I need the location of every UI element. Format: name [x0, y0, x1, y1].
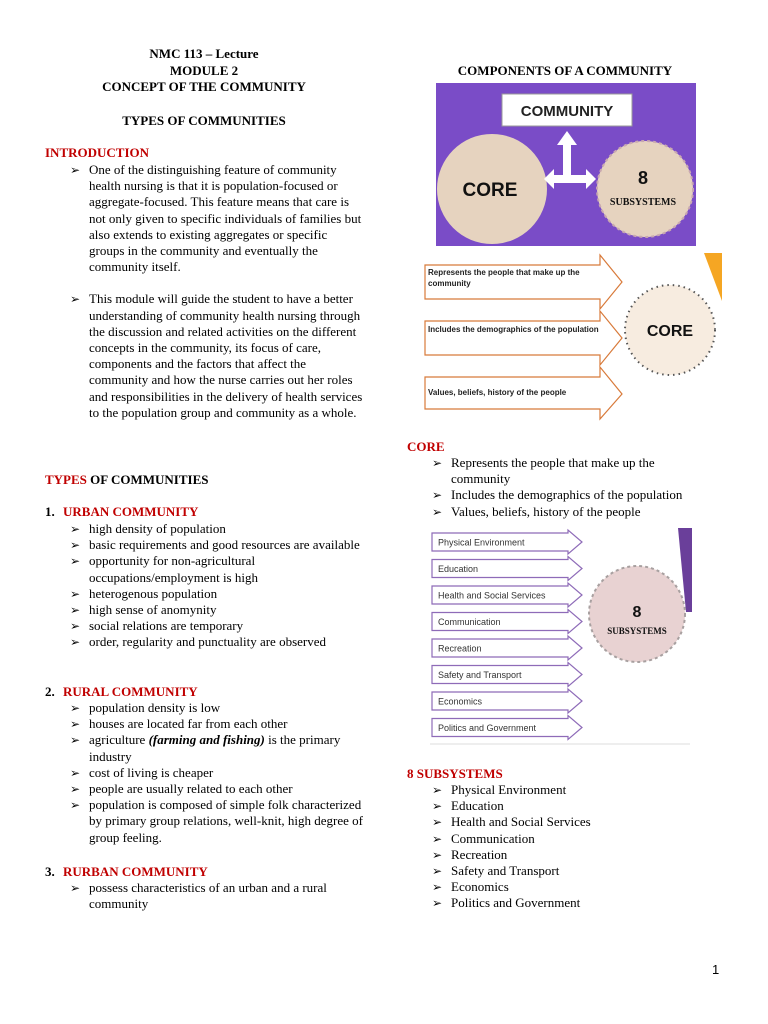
subsystem-arrow-label: Communication: [438, 617, 501, 627]
community-label: COMMUNITY: [520, 103, 614, 120]
core-heading: CORE: [407, 439, 445, 454]
introduction-list: [65, 162, 365, 421]
rural-item: ➢ houses are located far from each other: [65, 716, 365, 732]
subsystems-diagram: [428, 528, 692, 748]
subsystem-item: ➢ Recreation: [427, 847, 717, 863]
page-number: 1: [712, 962, 720, 977]
introduction-heading: INTRODUCTION: [45, 145, 150, 160]
module-subtitle: TYPES OF COMMUNITIES: [122, 113, 286, 128]
core-label: CORE: [462, 180, 518, 201]
subsystem-item: ➢ Safety and Transport: [427, 863, 717, 879]
corner-accent: [704, 253, 722, 301]
rural-item: ➢ population is composed of simple folk characterized by primary group relations, well-knit, high degree of group feeling.: [65, 797, 365, 846]
subsystems-heading: 8 SUBSYSTEMS: [407, 766, 503, 781]
subsystem-arrows: [432, 530, 582, 740]
subsystem-arrow-label: Economics: [438, 696, 483, 707]
course-code: NMC 113 – Lecture: [149, 46, 259, 61]
subsystem-item: ➢ Education: [427, 798, 717, 814]
rural-item-agriculture: [65, 732, 365, 764]
rural-number: 2.: [45, 684, 55, 699]
subsystem-arrow-label: Safety and Transport: [438, 670, 522, 680]
agri-pre: agriculture: [89, 732, 149, 748]
introduction-paragraph: ➢ One of the distinguishing feature of community health nursing is that it is population-focused or aggregate-focused. This feature means that care is not only given to specific individuals of families but also extends to existing aggregates or specific groups in the community and eventually the community itself.: [65, 162, 365, 275]
types-heading-rest: OF COMMUNITIES: [86, 472, 209, 487]
subsystem-arrow-label: Health and Social Services: [438, 590, 546, 601]
subsystem-arrow-label: Recreation: [438, 643, 482, 654]
urban-item: ➢ basic requirements and good resources are available: [65, 537, 365, 553]
urban-item: ➢ high density of population: [65, 521, 365, 537]
rural-heading: [45, 684, 198, 700]
document-header: [44, 46, 364, 96]
urban-title: URBAN COMMUNITY: [63, 504, 199, 519]
module-title: CONCEPT OF THE COMMUNITY: [102, 79, 306, 94]
core-item: ➢ Represents the people that make up the community: [427, 455, 717, 487]
subsystem-arrow-label: Education: [438, 564, 479, 574]
subsystem-arrow-label: Physical Environment: [438, 537, 525, 548]
rural-title: RURAL COMMUNITY: [63, 684, 198, 699]
urban-item: ➢ order, regularity and punctuality are observed: [65, 634, 365, 650]
subsystem-item: ➢ Physical Environment: [427, 782, 717, 798]
rural-item: ➢ population density is low: [65, 700, 365, 716]
core-diagram: [420, 253, 722, 421]
core-arrow-text: Includes the demographics of the population: [428, 325, 599, 334]
rurban-number: 3.: [45, 864, 55, 879]
community-diagram: [436, 83, 696, 246]
core-circle-label: CORE: [646, 323, 694, 340]
subsystems-label: SUBSYSTEMS: [609, 197, 677, 208]
types-heading: [45, 472, 208, 488]
introduction-paragraph: ➢ This module will guide the student to have a better understanding of community health nursing through the discussion and related activities on the different concepts in the community, its focus of care, components and the factors that affect the community and how the nurse carries out her roles and responsibilities in the delivery of health services to the population group and community as a whole.: [65, 291, 365, 421]
urban-number: 1.: [45, 504, 55, 519]
subsystems-eight: 8: [637, 168, 649, 188]
agri-emphasis: (farming and fishing): [148, 732, 265, 748]
urban-heading: [45, 504, 198, 520]
core-item: ➢ Includes the demographics of the population: [427, 487, 717, 503]
urban-item: ➢ high sense of anomynity: [65, 602, 365, 618]
subsystems-list: [427, 782, 717, 912]
core-item: ➢ Values, beliefs, history of the people: [427, 504, 717, 520]
rurban-title: RURBAN COMMUNITY: [63, 864, 208, 879]
rural-item: ➢ people are usually related to each other: [65, 781, 365, 797]
components-heading: COMPONENTS OF A COMMUNITY: [457, 63, 673, 78]
rurban-heading: [45, 864, 208, 880]
rurban-item: ➢ possess characteristics of an urban and a rural community: [65, 880, 365, 912]
subsystem-item: ➢ Politics and Government: [427, 895, 717, 911]
subsystems-circle: [597, 141, 693, 237]
subsystem-arrow-label: Politics and Government: [438, 723, 537, 733]
core-list: [427, 455, 717, 520]
rurban-list: [65, 880, 365, 912]
subsystems-circle-eight: 8: [632, 604, 642, 621]
subsystem-item: ➢ Economics: [427, 879, 717, 895]
core-arrow-text: Represents the people that make up the community: [428, 268, 580, 288]
subsystems-circle-label: SUBSYSTEMS: [607, 626, 667, 636]
agri-post: is the primary industry: [89, 732, 341, 764]
urban-item: ➢ heterogenous population: [65, 586, 365, 602]
subsystem-item: ➢ Communication: [427, 831, 717, 847]
urban-item: ➢ opportunity for non-agricultural occupations/employment is high: [65, 553, 365, 585]
urban-item: ➢ social relations are temporary: [65, 618, 365, 634]
module-label: MODULE 2: [169, 62, 239, 78]
subsystem-item: ➢ Health and Social Services: [427, 814, 717, 830]
rural-item: ➢ cost of living is cheaper: [65, 765, 365, 781]
rural-list: [65, 700, 365, 846]
urban-list: [65, 521, 365, 651]
core-arrow-text: Values, beliefs, history of the people: [428, 388, 567, 397]
types-heading-red: TYPES: [45, 472, 87, 487]
